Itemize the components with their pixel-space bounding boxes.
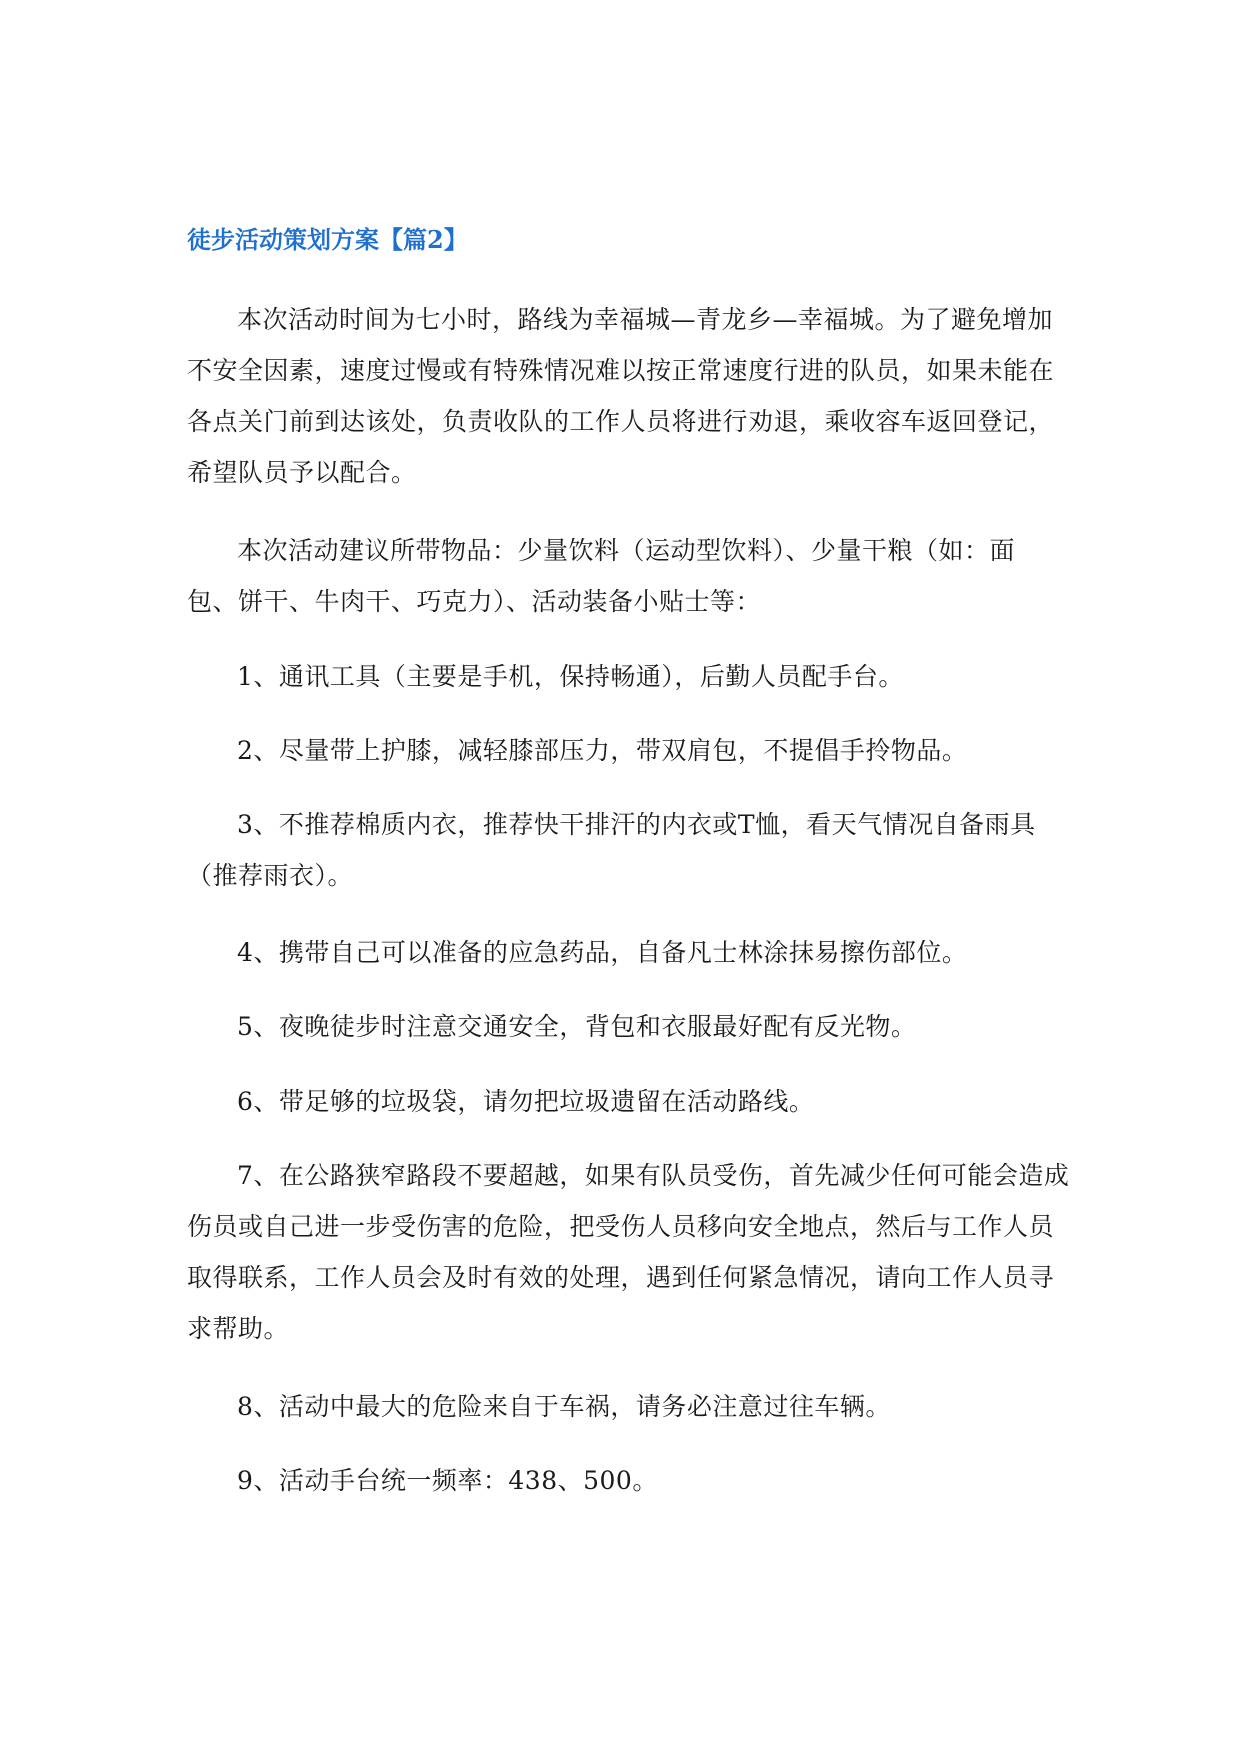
- text-line: 本次活动时间为七小时，路线为幸福城—青龙乡—幸福城。为了避免增加: [237, 305, 1054, 334]
- list-item-8: [187, 1381, 1067, 1432]
- text-line: 7、在公路狭窄路段不要超越，如果有队员受伤，首先减少任何可能会造成: [237, 1161, 1070, 1190]
- text-line: 9、活动手台统一频率：438、500。: [237, 1466, 658, 1495]
- document-title: 徒步活动策划方案【篇2】: [187, 225, 468, 254]
- text-line: 希望队员予以配合。: [187, 458, 417, 487]
- list-item-1: [187, 651, 1067, 702]
- text-line: 不安全因素，速度过慢或有特殊情况难以按正常速度行进的队员，如果未能在: [187, 356, 1055, 385]
- text-line: 包、饼干、牛肉干、巧克力）、活动装备小贴士等：: [187, 587, 762, 616]
- text-line: 6、带足够的垃圾袋，请勿把垃圾遗留在活动路线。: [237, 1087, 815, 1116]
- paragraph-activity-overview: [187, 294, 1067, 498]
- text-line: （推荐雨衣）。: [187, 861, 354, 890]
- list-item-4: [187, 927, 1067, 978]
- list-item-5: [187, 1001, 1067, 1052]
- text-line: 5、夜晚徒步时注意交通安全，背包和衣服最好配有反光物。: [237, 1012, 917, 1041]
- list-item-6: [187, 1076, 1067, 1127]
- text-line: 2、尽量带上护膝，减轻膝部压力，带双肩包，不提倡手拎物品。: [237, 736, 968, 765]
- text-line: 取得联系，工作人员会及时有效的处理，遇到任何紧急情况，请向工作人员寻: [187, 1263, 1055, 1292]
- text-line: 伤员或自己进一步受伤害的危险，把受伤人员移向安全地点，然后与工作人员: [187, 1212, 1055, 1241]
- paragraph-suggested-items: [187, 525, 1067, 627]
- list-item-3: [187, 799, 1067, 901]
- text-line: 4、携带自己可以准备的应急药品，自备凡士林涂抹易擦伤部位。: [237, 938, 968, 967]
- list-item-9: [187, 1455, 1067, 1506]
- text-line: 各点关门前到达该处，负责收队的工作人员将进行劝退，乘收容车返回登记，: [187, 407, 1055, 436]
- text-line: 1、通讯工具（主要是手机，保持畅通），后勤人员配手台。: [237, 662, 904, 691]
- text-line: 8、活动中最大的危险来自于车祸，请务必注意过往车辆。: [237, 1392, 891, 1421]
- list-item-7: [187, 1150, 1070, 1354]
- text-line: 求帮助。: [187, 1314, 290, 1343]
- text-line: 本次活动建议所带物品：少量饮料（运动型饮料）、少量干粮（如：面: [237, 536, 1016, 565]
- text-line: 3、不推荐棉质内衣，推荐快干排汗的内衣或T恤，看天气情况自备雨具: [237, 810, 1036, 839]
- list-item-2: [187, 725, 1067, 776]
